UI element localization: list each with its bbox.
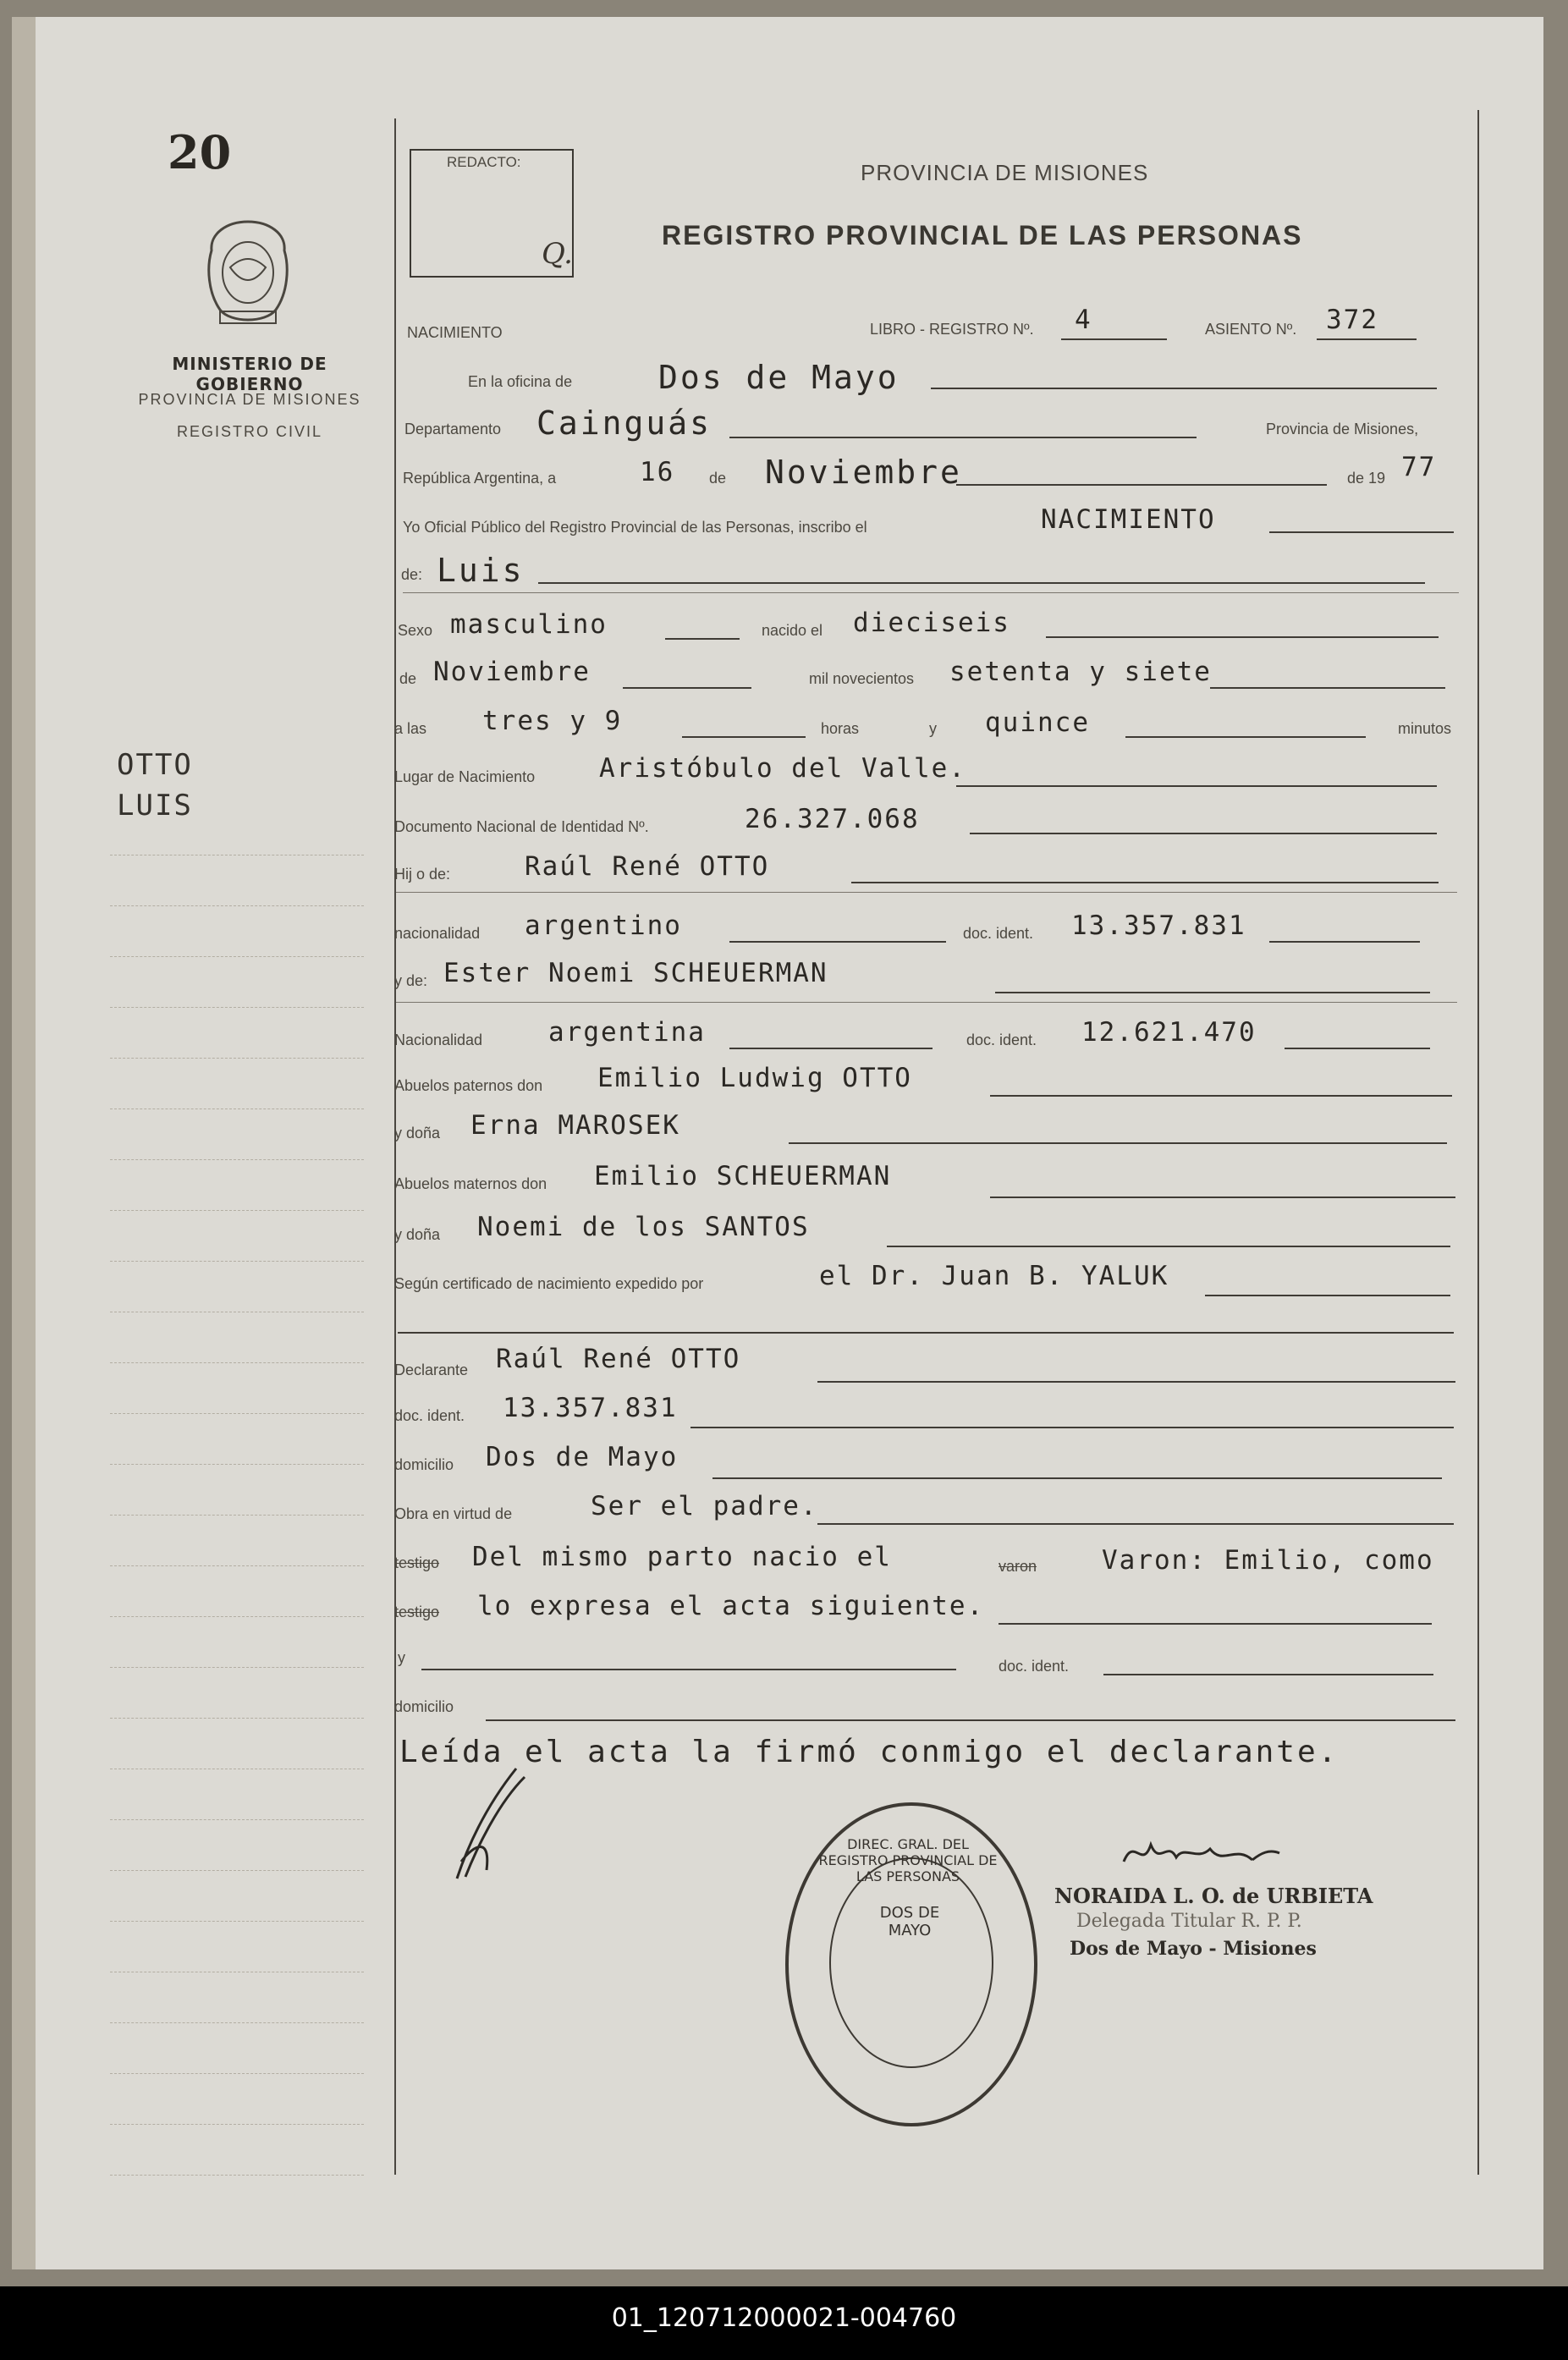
month2-line bbox=[623, 687, 751, 689]
obra-label: Obra en virtud de bbox=[394, 1505, 513, 1522]
nac2-label: Nacionalidad bbox=[394, 1031, 483, 1048]
dom-line bbox=[712, 1477, 1442, 1479]
redacto-mark: Q. bbox=[542, 237, 573, 271]
margin-rule bbox=[110, 1616, 364, 1617]
margin-rule bbox=[110, 1210, 364, 1211]
nac1-line bbox=[729, 941, 946, 943]
decl-label: Declarante bbox=[394, 1362, 469, 1378]
oficial-line bbox=[1269, 531, 1454, 533]
doc2-value: 12.621.470 bbox=[1081, 1017, 1257, 1048]
yde-label: y de: bbox=[394, 972, 428, 989]
margin-rule bbox=[110, 1413, 364, 1414]
de-label: de bbox=[709, 470, 727, 487]
day-value: 16 bbox=[640, 457, 675, 487]
dni-line bbox=[970, 833, 1437, 834]
sexo-line bbox=[665, 638, 740, 640]
margin-rule bbox=[110, 1159, 364, 1160]
margin-rule bbox=[110, 1464, 364, 1465]
year2-line bbox=[1210, 687, 1445, 689]
obs-line2: lo expresa el acta siguiente. bbox=[477, 1591, 985, 1621]
form-rule bbox=[396, 1002, 1457, 1003]
y-label: y bbox=[929, 720, 937, 737]
page-number: 20 bbox=[168, 125, 232, 179]
year-label: de 19 bbox=[1347, 470, 1386, 487]
minutos-label: minutos bbox=[1398, 720, 1452, 737]
republica-label: República Argentina, a bbox=[403, 470, 557, 487]
amd-label: y doña bbox=[394, 1226, 441, 1243]
act-type-label: NACIMIENTO bbox=[407, 324, 503, 341]
margin-rule bbox=[110, 2175, 364, 2176]
hora-value: tres y 9 bbox=[482, 706, 623, 736]
obs-line1: Del mismo parto nacio el bbox=[472, 1542, 892, 1572]
cert-line bbox=[1205, 1295, 1450, 1296]
decl-doc-line bbox=[690, 1427, 1454, 1428]
month-line bbox=[956, 484, 1327, 486]
margin-rule bbox=[110, 1007, 364, 1008]
oficina-value: Dos de Mayo bbox=[658, 359, 900, 396]
margin-rule bbox=[110, 1718, 364, 1719]
margin-rule bbox=[110, 956, 364, 957]
dom2-label: domicilio bbox=[394, 1698, 454, 1715]
margin-rule bbox=[110, 1261, 364, 1262]
lugar-value: Aristóbulo del Valle. bbox=[599, 753, 966, 784]
father-value: Raúl René OTTO bbox=[525, 851, 770, 882]
am-label: Abuelos maternos don bbox=[394, 1175, 547, 1192]
ap-value: Emilio Ludwig OTTO bbox=[597, 1063, 912, 1093]
am-line bbox=[990, 1197, 1455, 1198]
declarant-signature bbox=[440, 1760, 542, 1887]
doc1-line bbox=[1269, 941, 1420, 943]
margin-rule bbox=[110, 1515, 364, 1516]
mother-value: Ester Noemi SCHEUERMAN bbox=[443, 958, 828, 988]
doc3-label: doc. ident. bbox=[999, 1658, 1070, 1675]
departamento-value: Cainguás bbox=[536, 404, 712, 442]
margin-rule bbox=[110, 1667, 364, 1668]
lugar-label: Lugar de Nacimiento bbox=[394, 768, 536, 785]
apd-value: Erna MAROSEK bbox=[470, 1110, 680, 1141]
margin-rule bbox=[110, 2022, 364, 2023]
obra-line bbox=[817, 1523, 1454, 1525]
margin-note-surname: OTTO bbox=[117, 748, 193, 782]
obs-line1b: Varon: Emilio, como bbox=[1102, 1545, 1434, 1576]
mil-label: mil novecientos bbox=[809, 670, 915, 687]
margin-rule bbox=[110, 1108, 364, 1109]
amd-value: Noemi de los SANTOS bbox=[477, 1212, 810, 1242]
footer-id: 01_120712000021-004760 bbox=[611, 2303, 957, 2333]
official-signature bbox=[1117, 1828, 1286, 1887]
official-place: Dos de Mayo - Misiones bbox=[1070, 1938, 1317, 1960]
ap-label: Abuelos paternos don bbox=[394, 1077, 543, 1094]
oficial-value: NACIMIENTO bbox=[1041, 504, 1216, 535]
margin-rule bbox=[110, 1870, 364, 1871]
asiento-label: ASIENTO Nº. bbox=[1205, 321, 1297, 338]
name-line bbox=[538, 582, 1425, 584]
margin-rule bbox=[110, 1362, 364, 1363]
nacido-line bbox=[1046, 636, 1439, 638]
seal-center-text: DOS DE MAYO bbox=[879, 1904, 940, 1939]
ministry-registry: REGISTRO CIVIL bbox=[176, 423, 323, 440]
minutos-line bbox=[1125, 736, 1366, 738]
margin-rule bbox=[110, 2073, 364, 2074]
header-province: PROVINCIA DE MISIONES bbox=[861, 160, 1149, 185]
cert-label: Según certificado de nacimiento expedido por bbox=[394, 1275, 704, 1292]
departamento-line bbox=[729, 437, 1197, 438]
am-value: Emilio SCHEUERMAN bbox=[594, 1161, 892, 1191]
varon-struck: varon bbox=[999, 1558, 1037, 1575]
mother-line bbox=[995, 992, 1430, 993]
amd-line bbox=[887, 1246, 1450, 1247]
margin-rule bbox=[110, 1565, 364, 1566]
year2-value: setenta y siete bbox=[949, 657, 1212, 687]
dom2-line bbox=[486, 1719, 1455, 1721]
doc1-value: 13.357.831 bbox=[1071, 910, 1246, 941]
father-line bbox=[851, 882, 1439, 883]
redacto-label: REDACTO: bbox=[447, 154, 521, 170]
doc3-line bbox=[1103, 1674, 1433, 1675]
nac1-label: nacionalidad bbox=[394, 925, 481, 942]
margin-rule bbox=[110, 2124, 364, 2125]
form-rule bbox=[396, 892, 1457, 893]
minutos-value: quince bbox=[985, 707, 1090, 738]
header-registry-title: REGISTRO PROVINCIAL DE LAS PERSONAS bbox=[662, 220, 1303, 250]
asiento-line bbox=[1317, 338, 1417, 340]
de2-label: de bbox=[399, 670, 417, 687]
obs-line bbox=[999, 1623, 1432, 1625]
sexo-label: Sexo bbox=[398, 622, 433, 639]
y2-label: y bbox=[398, 1649, 405, 1666]
ministry-province: PROVINCIA DE MISIONES bbox=[138, 391, 361, 408]
dom-value: Dos de Mayo bbox=[486, 1442, 679, 1472]
year-value: 77 bbox=[1401, 452, 1437, 482]
decl-doc-label: doc. ident. bbox=[394, 1407, 465, 1424]
libro-label: LIBRO - REGISTRO Nº. bbox=[870, 321, 1034, 338]
official-name: NORAIDA L. O. de URBIETA bbox=[1054, 1884, 1373, 1908]
lugar-line bbox=[956, 785, 1437, 787]
dom-label: domicilio bbox=[394, 1456, 454, 1473]
margin-rule bbox=[110, 1058, 364, 1059]
leida-statement: Leída el acta la firmó conmigo el declarante. bbox=[399, 1735, 1340, 1769]
testigo-struck-1: testigo bbox=[394, 1554, 440, 1571]
ministry-title: MINISTERIO DE GOBIERNO bbox=[172, 354, 327, 394]
libro-line bbox=[1061, 338, 1167, 340]
official-role: Delegada Titular R. P. P. bbox=[1076, 1911, 1302, 1932]
hora-line bbox=[682, 736, 806, 738]
decl-value: Raúl René OTTO bbox=[496, 1344, 741, 1374]
nac2-line bbox=[729, 1048, 933, 1049]
y2-line bbox=[421, 1669, 956, 1670]
doc2-line bbox=[1285, 1048, 1430, 1049]
alas-label: a las bbox=[394, 720, 427, 737]
margin-rule bbox=[110, 1921, 364, 1922]
nacido-label: nacido el bbox=[762, 622, 823, 639]
testigo-struck-2: testigo bbox=[394, 1604, 440, 1620]
nacido-value: dieciseis bbox=[853, 608, 1010, 638]
cert-value: el Dr. Juan B. YALUK bbox=[819, 1261, 1169, 1291]
margin-note-name: LUIS bbox=[117, 789, 193, 822]
dni-label: Documento Nacional de Identidad Nº. bbox=[394, 818, 649, 835]
oficial-label: Yo Oficial Público del Registro Provincial de las Personas, inscribo el bbox=[403, 519, 867, 536]
hijo-label: Hij o de: bbox=[394, 866, 451, 883]
margin-rule bbox=[110, 905, 364, 906]
seal-outer-text: DIREC. GRAL. DEL REGISTRO PROVINCIAL DE LAS PERSONAS bbox=[818, 1836, 998, 1885]
sexo-value: masculino bbox=[450, 609, 608, 640]
dni-value: 26.327.068 bbox=[745, 804, 920, 834]
name-value: Luis bbox=[437, 552, 525, 589]
horas-label: horas bbox=[821, 720, 860, 737]
name-label: de: bbox=[401, 566, 423, 583]
margin-rule bbox=[110, 1819, 364, 1820]
decl-line bbox=[817, 1381, 1455, 1383]
ap-line bbox=[990, 1095, 1452, 1097]
month2-value: Noviembre bbox=[433, 657, 591, 687]
oficina-line bbox=[931, 388, 1437, 389]
form-rule bbox=[403, 592, 1459, 593]
official-seal-inner bbox=[829, 1857, 993, 2068]
right-frame-line bbox=[1477, 110, 1479, 2175]
month-value: Noviembre bbox=[765, 454, 962, 491]
departamento-label: Departamento bbox=[404, 421, 502, 437]
nac2-value: argentina bbox=[548, 1017, 706, 1048]
cert-line-2 bbox=[398, 1332, 1454, 1334]
apd-line bbox=[789, 1142, 1447, 1144]
libro-value: 4 bbox=[1075, 305, 1092, 335]
coat-of-arms-emblem bbox=[201, 217, 294, 335]
nac1-value: argentino bbox=[525, 910, 682, 941]
obra-value: Ser el padre. bbox=[591, 1491, 818, 1521]
doc1-label: doc. ident. bbox=[963, 925, 1034, 942]
doc2-label: doc. ident. bbox=[966, 1031, 1037, 1048]
oficina-label: En la oficina de bbox=[468, 373, 573, 390]
provincia-suffix: Provincia de Misiones, bbox=[1266, 421, 1419, 437]
left-frame-line bbox=[394, 118, 396, 2175]
decl-doc-value: 13.357.831 bbox=[503, 1393, 678, 1423]
apd-label: y doña bbox=[394, 1125, 441, 1141]
asiento-value: 372 bbox=[1326, 305, 1378, 335]
